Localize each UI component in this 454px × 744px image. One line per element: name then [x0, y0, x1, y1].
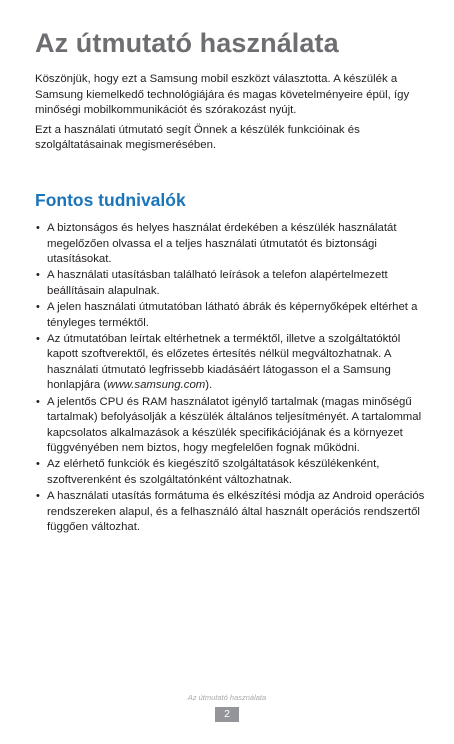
bullet-icon: • [36, 222, 40, 234]
section-heading: Fontos tudnivalók [35, 190, 186, 210]
list-item-text: A biztonságos és helyes használat érdekében a készülék használatát megelőzően olvassa el a teljes használati útmutatót és biztonsági utasításokat. [47, 222, 397, 266]
list-item-text-end: ). [205, 379, 213, 392]
important-notes-list [35, 221, 425, 536]
samsung-website-link[interactable]: www.samsung.com [107, 379, 206, 392]
intro-paragraph: Ezt a használati útmutató segít Önnek a készülék funkcióinak és szolgáltatásainak megismerésében. [35, 123, 360, 152]
page-title: Az útmutató használata [35, 28, 339, 58]
bullet-icon: • [36, 269, 40, 282]
list-item [35, 300, 425, 331]
list-item-text: Az útmutatóban leírtak eltérhetnek a terméktől, illetve a szolgáltatóktól kapott szoftverektől, és előzetes értesítés nélkül megváltozhatnak. A használati útmutató legfrissebb kiadásáért látogasson el a Samsung honlapjára ( [47, 332, 401, 392]
intro-paragraph: Köszönjük, hogy ezt a Samsung mobil eszközt választotta. A készülék a Samsung kiemelkedő technológiájára és magas követelményeire épül, így minőségi mobilkommunikációt és szórakozást nyújt. [35, 73, 410, 117]
list-item-text: Az elérhető funkciók és kiegészítő szolgáltatások készülékenként, szoftverenként és szolgáltatónként változhatnak. [47, 458, 380, 486]
bullet-icon: • [36, 395, 40, 408]
page-number: 2 [215, 707, 239, 722]
list-item [35, 457, 425, 488]
list-item-text: A használati utasítás formátuma és elkészítési módja az Android operációs rendszereken alapul, és a felhasználó által használt operációs rendszertől függően változhat. [47, 490, 425, 534]
list-item [35, 332, 425, 394]
list-item-text: A jelen használati útmutatóban látható ábrák és képernyőképek eltérhet a tényleges terméktől. [47, 300, 418, 329]
list-item-text: A jelentős CPU és RAM használatot igénylő tartalmak (magas minőségű tartalmak) befolyásolják a készülék általános teljesítményét. A tartalommal kapcsolatos alkalmazások a készülék specifikációjának és a környezet függvényében nem biztos, hogy megfelelően fognak működni. [47, 395, 422, 455]
intro-text [35, 72, 425, 158]
list-item-text: A használati utasításban található leírások a telefon alapértelmezett beállításain alapulnak. [47, 269, 388, 297]
bullet-icon: • [36, 300, 40, 313]
list-item [35, 395, 425, 457]
list-item [35, 268, 425, 299]
bullet-icon: • [36, 458, 40, 471]
bullet-icon: • [36, 332, 40, 345]
list-item [35, 221, 425, 268]
bullet-icon: • [36, 490, 40, 503]
running-footer: Az útmutató használata [187, 693, 267, 702]
list-item [35, 489, 425, 536]
